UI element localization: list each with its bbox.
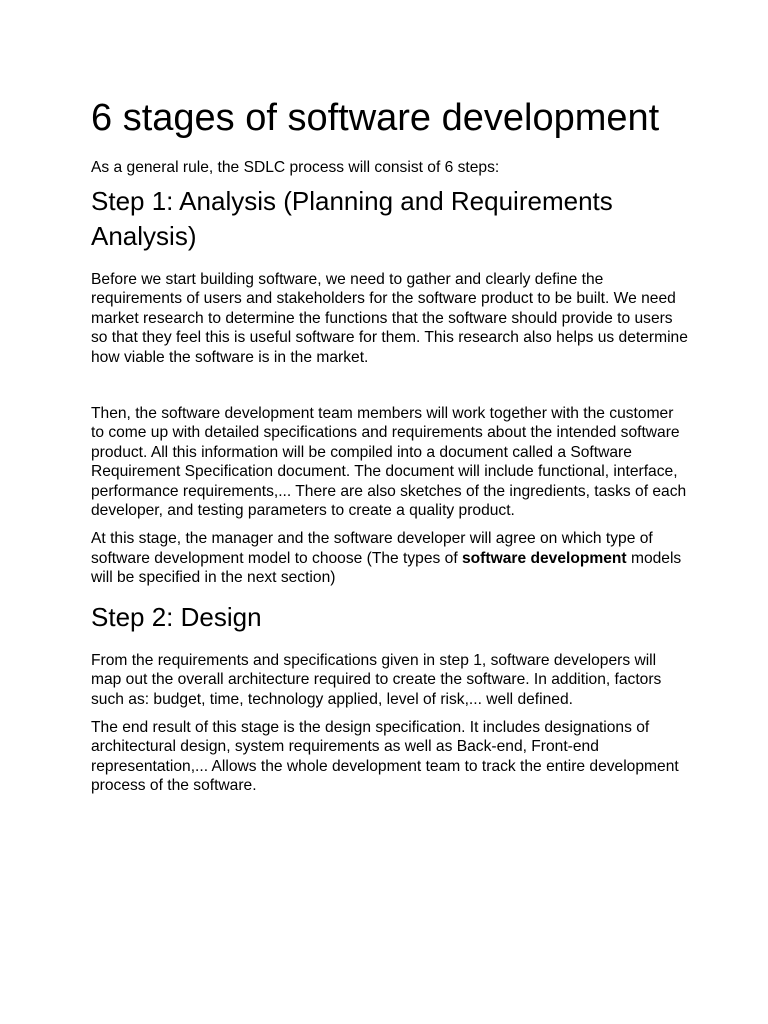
step1-paragraph-1: Before we start building software, we need to gather and clearly define the requirements of users and stakeholders for the software product to be built. We need market research to determine the functions that the software should provide to users so that they feel this is useful software for them. This research also helps us determine how viable the software is in the market.: [91, 271, 688, 366]
step2-paragraph-1: From the requirements and specifications given in step 1, software developers will map out the overall architecture required to create the software. In addition, factors such as: budget, time, technology applied, level of risk,... well defined.: [91, 651, 662, 708]
step1-paragraph-2: Then, the software development team members will work together with the customer to come up with detailed specifications and requirements about the intended software product. All this information will be compiled into a document called a Software Requirement Specification document. The document will include functional, interface, performance requirements,... There are also sketches of the ingredients, tasks of each developer, and testing parameters to create a quality product.: [91, 405, 687, 520]
step1-paragraph-3-bold-text: software development: [461, 549, 627, 567]
step1-paragraph-3: [91, 529, 688, 587]
intro-paragraph: As a general rule, the SDLC process will consist of 6 steps:: [91, 159, 500, 176]
page-title: 6 stages of software development: [91, 97, 660, 139]
step1-heading: Step 1: Analysis (Planning and Requirements Analysis): [91, 186, 613, 251]
step1-paragraph-3-text-end: models will be specified in the next section): [91, 549, 682, 587]
paragraph-spacer: [91, 376, 688, 404]
step2-heading: Step 2: Design: [91, 601, 262, 632]
step1-paragraph-3-text-start: At this stage, the manager and the software developer will agree on which type of software development model to choose (The types of: [91, 530, 653, 567]
step2-paragraph-2: The end result of this stage is the design specification. It includes designations of architectural design, system requirements as well as Back-end, Front-end representation,... Allows the whole development team to track the entire development process of the software.: [91, 718, 679, 795]
